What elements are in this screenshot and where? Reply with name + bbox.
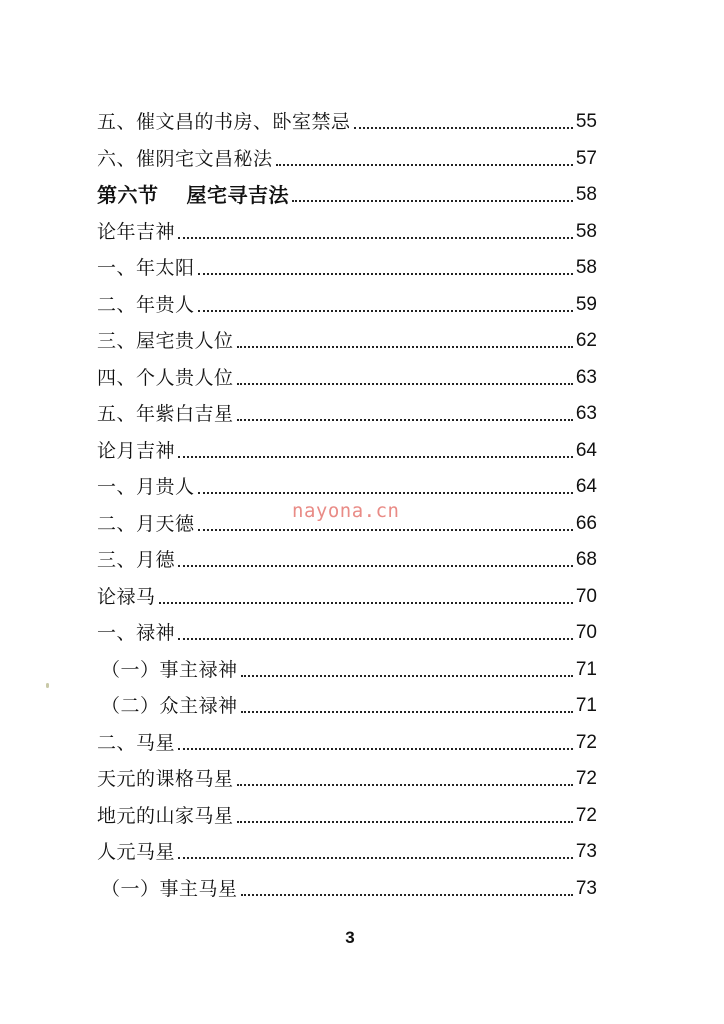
toc-entry-page: 58	[575, 221, 597, 242]
toc-dot-leader	[198, 309, 573, 312]
toc-entry	[97, 652, 597, 682]
toc-entry	[97, 761, 597, 791]
toc-entry	[97, 688, 597, 718]
toc-entry-page: 63	[575, 367, 597, 388]
scan-speck	[46, 683, 49, 688]
toc-entry	[97, 396, 597, 426]
toc-entry-page: 58	[575, 257, 597, 278]
toc-dot-leader	[178, 236, 573, 239]
toc-entry-page: 66	[575, 513, 597, 534]
toc-entry	[97, 141, 597, 171]
toc-entry-page: 70	[575, 586, 597, 607]
toc-entry-title: （二）众主禄神	[101, 695, 238, 717]
toc-dot-leader	[178, 637, 573, 640]
toc-dot-leader	[237, 345, 573, 348]
toc-entry	[97, 579, 597, 609]
toc-entry-page: 73	[575, 878, 597, 899]
toc-entry	[97, 433, 597, 463]
toc-entry-title: 三、屋宅贵人位	[97, 330, 234, 352]
toc-entry-title: 地元的山家马星	[97, 805, 234, 827]
toc-entry-title: 三、月德	[97, 549, 176, 571]
toc-entry-title: 论年吉神	[97, 221, 176, 243]
page-number: 3	[345, 928, 355, 947]
toc-entry-page: 72	[575, 768, 597, 789]
toc-entry-title: 五、催文昌的书房、卧室禁忌	[97, 111, 351, 133]
toc-entry-page: 72	[575, 805, 597, 826]
toc-section-heading	[97, 177, 597, 207]
toc-dot-leader	[178, 455, 573, 458]
toc-entry-title: 人元马星	[97, 841, 176, 863]
toc-dot-leader	[159, 601, 573, 604]
toc-dot-leader	[241, 893, 573, 896]
toc-entry-title: 二、月天德	[97, 513, 195, 535]
toc-entry-title: 一、月贵人	[97, 476, 195, 498]
toc-entry-title: （一）事主禄神	[101, 659, 238, 681]
toc-entry-title: 一、年太阳	[97, 257, 195, 279]
toc-entry-title: 一、禄神	[97, 622, 176, 644]
toc-entry	[97, 871, 597, 901]
toc-entry-page: 62	[575, 330, 597, 351]
toc-entry	[97, 834, 597, 864]
toc-entry	[97, 798, 597, 828]
toc-entry-page: 70	[575, 622, 597, 643]
toc-entry-page: 64	[575, 476, 597, 497]
toc-dot-leader	[178, 564, 573, 567]
toc-dot-leader	[241, 674, 573, 677]
toc-entry-page: 59	[575, 294, 597, 315]
toc-entry-page: 57	[575, 148, 597, 169]
toc-dot-leader	[198, 272, 573, 275]
toc-entry-page: 71	[575, 695, 597, 716]
toc-entry-page: 64	[575, 440, 597, 461]
toc-dot-leader	[198, 491, 573, 494]
toc-entry-title: 论月吉神	[97, 440, 176, 462]
toc-dot-leader	[178, 856, 573, 859]
toc-entry-page: 55	[575, 111, 597, 132]
toc-entry-page: 68	[575, 549, 597, 570]
toc-entry	[97, 360, 597, 390]
toc-dot-leader	[237, 382, 573, 385]
toc-dot-leader	[237, 820, 573, 823]
toc-dot-leader	[237, 418, 573, 421]
toc-entry-page: 73	[575, 841, 597, 862]
toc-entry	[97, 725, 597, 755]
toc-entry	[97, 615, 597, 645]
toc-entry-title: 论禄马	[97, 586, 156, 608]
toc-entry-title: （一）事主马星	[101, 878, 238, 900]
toc-entry	[97, 287, 597, 317]
toc-entry	[97, 469, 597, 499]
toc-entry-page: 72	[575, 732, 597, 753]
toc-entry-title: 二、年贵人	[97, 294, 195, 316]
toc-entry-title: 天元的课格马星	[97, 768, 234, 790]
toc-entry	[97, 250, 597, 280]
toc-entry	[97, 104, 597, 134]
toc-dot-leader	[241, 710, 573, 713]
toc-dot-leader	[292, 199, 573, 202]
toc-dot-leader	[276, 163, 573, 166]
toc-entry-title: 六、催阴宅文昌秘法	[97, 148, 273, 170]
toc-entry-title: 第六节 屋宅寻吉法	[97, 183, 289, 207]
watermark-text: nayona.cn	[292, 500, 400, 522]
toc-entry	[97, 542, 597, 572]
toc-entry-title: 五、年紫白吉星	[97, 403, 234, 425]
toc-entry-title: 二、马星	[97, 732, 176, 754]
toc-entry-title: 四、个人贵人位	[97, 367, 234, 389]
toc-dot-leader	[354, 126, 573, 129]
toc-entry-page: 58	[575, 184, 597, 205]
toc-dot-leader	[237, 783, 573, 786]
toc-entry	[97, 323, 597, 353]
toc-entry-page: 71	[575, 659, 597, 680]
toc-entry	[97, 214, 597, 244]
toc-dot-leader	[178, 747, 573, 750]
toc-entry-page: 63	[575, 403, 597, 424]
toc-dot-leader	[198, 528, 573, 531]
